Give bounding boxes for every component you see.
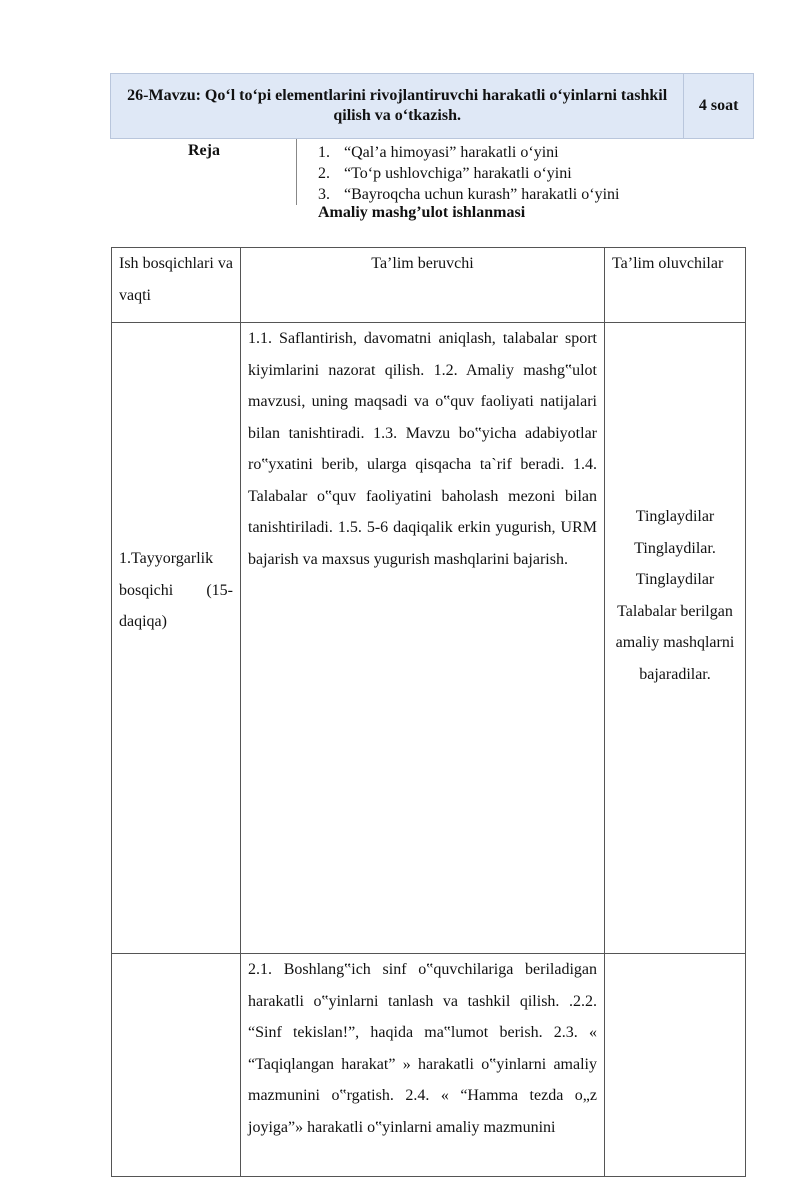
plan-item-text: “Bayroqcha uchun kurash” harakatli o‘yini bbox=[344, 186, 620, 203]
header-stage: Ish bosqichlari va vaqti bbox=[112, 248, 241, 323]
learners-line: Talabalar berilgan amaliy mashqlarni bajaradilar. bbox=[615, 602, 735, 683]
plan-item bbox=[318, 142, 619, 163]
topic-title: 26-Mavzu: Qo‘l to‘pi elementlarini rivojlantiruvchi harakatli o‘yinlarni tashkil qilish va o‘tkazish. bbox=[111, 74, 684, 139]
learners-cell bbox=[605, 323, 746, 954]
teacher-cell: 2.1. Boshlang‟ich sinf o‟quvchilariga beriladigan harakatli o‟yinlarni tanlash va tashkil qilish. .2.2. “Sinf tekislan!”, haqida ma‟lumot berish. 2.3. « “Taqiqlangan harakat” » harakatli o‟yinlarni amaliy mazmunini o‟rgatish. 2.4. « “Hamma tezda o„z joyiga”» harakatli o‟yinlarni amaliy mazmunini bbox=[241, 954, 605, 1177]
table-row bbox=[112, 323, 746, 954]
plan-item bbox=[318, 184, 619, 205]
learners-line: Tinglaydilar. bbox=[634, 539, 716, 557]
stage-cell bbox=[112, 954, 241, 1177]
plan-item-number: 1. bbox=[318, 144, 330, 161]
learners-line: Tinglaydilar bbox=[635, 571, 715, 588]
plan-item-number: 3. bbox=[318, 186, 330, 203]
topic-hours: 4 soat bbox=[684, 74, 754, 139]
plan-item-number: 2. bbox=[318, 165, 330, 182]
plan-divider bbox=[296, 139, 297, 205]
learners-cell bbox=[605, 954, 746, 1177]
header-learners: Ta’lim oluvchilar bbox=[605, 248, 746, 323]
plan-list bbox=[318, 142, 619, 205]
lesson-table bbox=[111, 247, 746, 1177]
plan-item-text: “Qal’a himoyasi” harakatli o‘yini bbox=[344, 144, 559, 161]
teacher-cell: 1.1. Saflantirish, davomatni aniqlash, talabalar sport kiyimlarini nazorat qilish. 1.2. Amaliy mashg‟ulot mavzusi, uning maqsadi va o‟quv faoliyati natijalari bilan tanishtiradi. 1.3. Mavzu bo‟yicha adabiyotlar ro‟yxatini berib, ularga qisqacha ta`rif beradi. 1.4. Talabalar o‟quv faoliyatini baholash mezoni bilan tanishtiriladi. 1.5. 5-6 daqiqalik erkin yugurish, URM bajarish va maxsus yugurish mashqlarini bajarish. bbox=[241, 323, 605, 954]
lesson-subtitle: Amaliy mashg’ulot ishlanmasi bbox=[318, 204, 526, 221]
topic-header bbox=[110, 73, 754, 139]
plan-label: Reja bbox=[188, 142, 220, 159]
stage-cell: 1.Tayyorgarlik bosqichi (15-daqiqa) bbox=[112, 323, 241, 954]
table-row bbox=[112, 954, 746, 1177]
learners-line: Tinglaydilar bbox=[635, 508, 715, 525]
table-header-row bbox=[112, 248, 746, 323]
header-teacher: Ta’lim beruvchi bbox=[241, 248, 605, 323]
plan-item bbox=[318, 163, 619, 184]
plan-item-text: “To‘p ushlovchiga” harakatli o‘yini bbox=[344, 165, 572, 182]
